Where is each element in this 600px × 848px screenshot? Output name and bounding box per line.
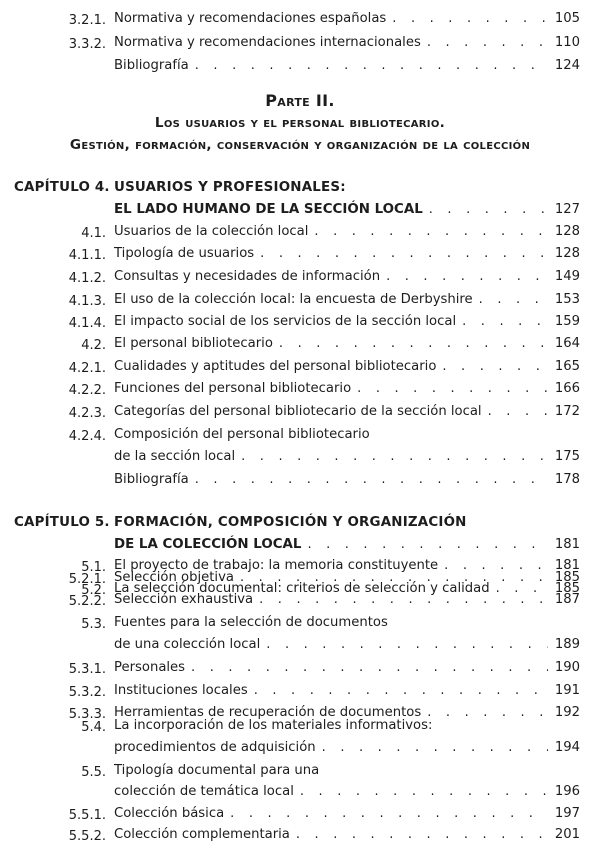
- entry-label: Fuentes para la selección de documentos: [114, 615, 388, 630]
- entry-label: Tipología de usuarios: [114, 246, 255, 261]
- entry-label: Bibliografía: [114, 472, 189, 487]
- part-title-line2: Gestión, formación, conservación y organización de la colección: [69, 137, 531, 153]
- leader-dots: [240, 570, 548, 585]
- toc-entry-first-line: [114, 718, 580, 733]
- toc-entry: [114, 740, 580, 755]
- entry-label: Tipología documental para una: [114, 763, 320, 778]
- entry-page: 166: [554, 381, 580, 396]
- leader-dots: [429, 202, 548, 217]
- entry-page: 153: [554, 292, 580, 307]
- chapter-heading: [114, 202, 580, 217]
- toc-entry: [114, 269, 580, 284]
- toc-entry: [114, 224, 580, 239]
- entry-number: 4.2.1.: [68, 361, 106, 376]
- entry-page: 128: [554, 224, 580, 239]
- leader-dots: [266, 637, 548, 652]
- toc-entry: [114, 359, 580, 374]
- entry-number: 5.3.1.: [68, 662, 106, 677]
- entry-page: 185: [554, 581, 580, 596]
- leader-dots: [392, 11, 548, 26]
- leader-dots: [296, 827, 548, 842]
- entry-number: 4.1.2.: [68, 271, 106, 286]
- leader-dots: [442, 359, 548, 374]
- entry-number: 5.1.: [81, 560, 106, 575]
- toc-entry: [114, 827, 580, 842]
- entry-label-continued: de una colección local: [114, 637, 261, 652]
- entry-page: 190: [554, 660, 580, 675]
- toc-entry: [114, 314, 580, 329]
- toc-entry: [114, 472, 580, 487]
- toc-entry: [114, 58, 580, 73]
- entry-page: 164: [554, 336, 580, 351]
- leader-dots: [195, 472, 548, 487]
- entry-label: Selección objetiva: [114, 570, 234, 585]
- leader-dots: [191, 660, 548, 675]
- toc-entry: [114, 806, 580, 821]
- entry-page: 185: [554, 570, 580, 585]
- leader-dots: [259, 592, 548, 607]
- entry-page: 187: [554, 592, 580, 607]
- entry-page: 197: [554, 806, 580, 821]
- entry-label: El personal bibliotecario: [114, 336, 273, 351]
- entry-number: 3.2.1.: [68, 13, 106, 28]
- toc-entry: [114, 381, 580, 396]
- entry-number: 5.5.1.: [68, 808, 106, 823]
- entry-label: Usuarios de la colección local: [114, 224, 309, 239]
- toc-entry: [114, 449, 580, 464]
- entry-number: 5.2.: [81, 583, 106, 598]
- toc-entry: [114, 292, 580, 307]
- entry-page: 159: [554, 314, 580, 329]
- entry-number: 5.4.: [81, 720, 106, 735]
- leader-dots: [195, 58, 548, 73]
- entry-label: El impacto social de los servicios de la sección local: [114, 314, 457, 329]
- leader-dots: [307, 537, 548, 552]
- toc-entry: [114, 637, 580, 652]
- entry-label: Consultas y necesidades de información: [114, 269, 381, 284]
- toc-entry-first-line: [114, 427, 580, 442]
- entry-page: 189: [554, 637, 580, 652]
- entry-page: 201: [554, 827, 580, 842]
- toc-entry: [114, 11, 580, 26]
- toc-entry: [114, 246, 580, 261]
- entry-label: Personales: [114, 660, 186, 675]
- entry-page: 165: [554, 359, 580, 374]
- leader-dots: [314, 224, 548, 239]
- part-title-line1: Los usuarios y el personal bibliotecario.: [154, 115, 446, 131]
- leader-dots: [300, 784, 548, 799]
- entry-number: 4.2.: [81, 338, 106, 353]
- entry-page: 194: [554, 740, 580, 755]
- leader-dots: [260, 246, 548, 261]
- toc-entry: [114, 660, 580, 675]
- entry-number: 5.3.: [81, 617, 106, 632]
- entry-label: Herramientas de recuperación de documentos: [114, 705, 422, 720]
- entry-number: 5.3.2.: [68, 685, 106, 700]
- entry-label: Composición del personal bibliotecario: [114, 427, 370, 442]
- entry-page: 124: [554, 58, 580, 73]
- entry-page: 178: [554, 472, 580, 487]
- entry-label: La selección documental: criterios de selección y calidad: [114, 581, 490, 596]
- entry-number: 3.3.2.: [68, 37, 106, 52]
- entry-number: 4.2.2.: [68, 383, 106, 398]
- toc-entry: [114, 570, 580, 585]
- entry-label-continued: colección de temática local: [114, 784, 294, 799]
- chapter-page: 181: [554, 537, 580, 552]
- toc-entry-first-line: [114, 763, 580, 778]
- entry-number: 4.1.1.: [68, 248, 106, 263]
- leader-dots: [488, 404, 548, 419]
- entry-number: 4.1.4.: [68, 316, 106, 331]
- leader-dots: [254, 683, 548, 698]
- entry-number: 5.2.1.: [68, 572, 106, 587]
- entry-label: Selección exhaustiva: [114, 592, 254, 607]
- chapter-title-line2: DE LA COLECCIÓN LOCAL: [114, 537, 302, 552]
- entry-page: 196: [554, 784, 580, 799]
- entry-number: 4.1.3.: [68, 294, 106, 309]
- entry-number: 5.5.2.: [68, 829, 106, 844]
- entry-page: 175: [554, 449, 580, 464]
- entry-label: Normativa y recomendaciones españolas: [114, 11, 387, 26]
- entry-page: 105: [554, 11, 580, 26]
- entry-label: Colección básica: [114, 806, 225, 821]
- entry-page: 192: [554, 705, 580, 720]
- entry-label: El uso de la colección local: la encuesta de Derbyshire: [114, 292, 473, 307]
- leader-dots: [462, 314, 548, 329]
- toc-entry: [114, 404, 580, 419]
- leader-dots: [241, 449, 548, 464]
- entry-label: Cualidades y aptitudes del personal bibliotecario: [114, 359, 437, 374]
- entry-label: Bibliografía: [114, 58, 189, 73]
- entry-label: Funciones del personal bibliotecario: [114, 381, 352, 396]
- leader-dots: [427, 35, 548, 50]
- part-number: Parte II.: [265, 91, 335, 110]
- entry-label-continued: procedimientos de adquisición: [114, 740, 316, 755]
- toc-entry: [114, 784, 580, 799]
- entry-label: Instituciones locales: [114, 683, 248, 698]
- toc-entry: [114, 592, 580, 607]
- entry-number: 4.2.3.: [68, 406, 106, 421]
- leader-dots: [479, 292, 548, 307]
- entry-label: Normativa y recomendaciones internacionales: [114, 35, 421, 50]
- entry-number: 5.5.: [81, 765, 106, 780]
- entry-label: La incorporación de los materiales informativos:: [114, 718, 433, 733]
- entry-number: 4.1.: [81, 226, 106, 241]
- leader-dots: [322, 740, 548, 755]
- leader-dots: [230, 806, 548, 821]
- toc-entry: [114, 35, 580, 50]
- entry-label: El proyecto de trabajo: la memoria constituyente: [114, 558, 439, 573]
- entry-number: 5.3.3.: [68, 707, 106, 722]
- entry-number: 4.2.4.: [68, 429, 106, 444]
- entry-page: 172: [554, 404, 580, 419]
- chapter-heading: [114, 537, 580, 552]
- toc-entry: [114, 336, 580, 351]
- entry-number: 5.2.2.: [68, 594, 106, 609]
- entry-label: Categorías del personal bibliotecario de la sección local: [114, 404, 482, 419]
- chapter-prefix: CAPÍTULO 4.: [14, 180, 110, 195]
- leader-dots: [279, 336, 548, 351]
- toc-entry-first-line: [114, 615, 580, 630]
- entry-page: 149: [554, 269, 580, 284]
- chapter-prefix: CAPÍTULO 5.: [14, 515, 110, 530]
- entry-label: Colección complementaria: [114, 827, 290, 842]
- entry-label-continued: de la sección local: [114, 449, 236, 464]
- chapter-title-line1: USUARIOS Y PROFESIONALES:: [114, 180, 346, 195]
- chapter-title-line1: FORMACIÓN, COMPOSICIÓN Y ORGANIZACIÓN: [114, 515, 467, 530]
- entry-page: 110: [554, 35, 580, 50]
- toc-entry: [114, 683, 580, 698]
- entry-page: 181: [554, 558, 580, 573]
- leader-dots: [357, 381, 548, 396]
- chapter-page: 127: [554, 202, 580, 217]
- chapter-title-line2: EL LADO HUMANO DE LA SECCIÓN LOCAL: [114, 202, 423, 217]
- leader-dots: [386, 269, 548, 284]
- entry-page: 128: [554, 246, 580, 261]
- entry-page: 191: [554, 683, 580, 698]
